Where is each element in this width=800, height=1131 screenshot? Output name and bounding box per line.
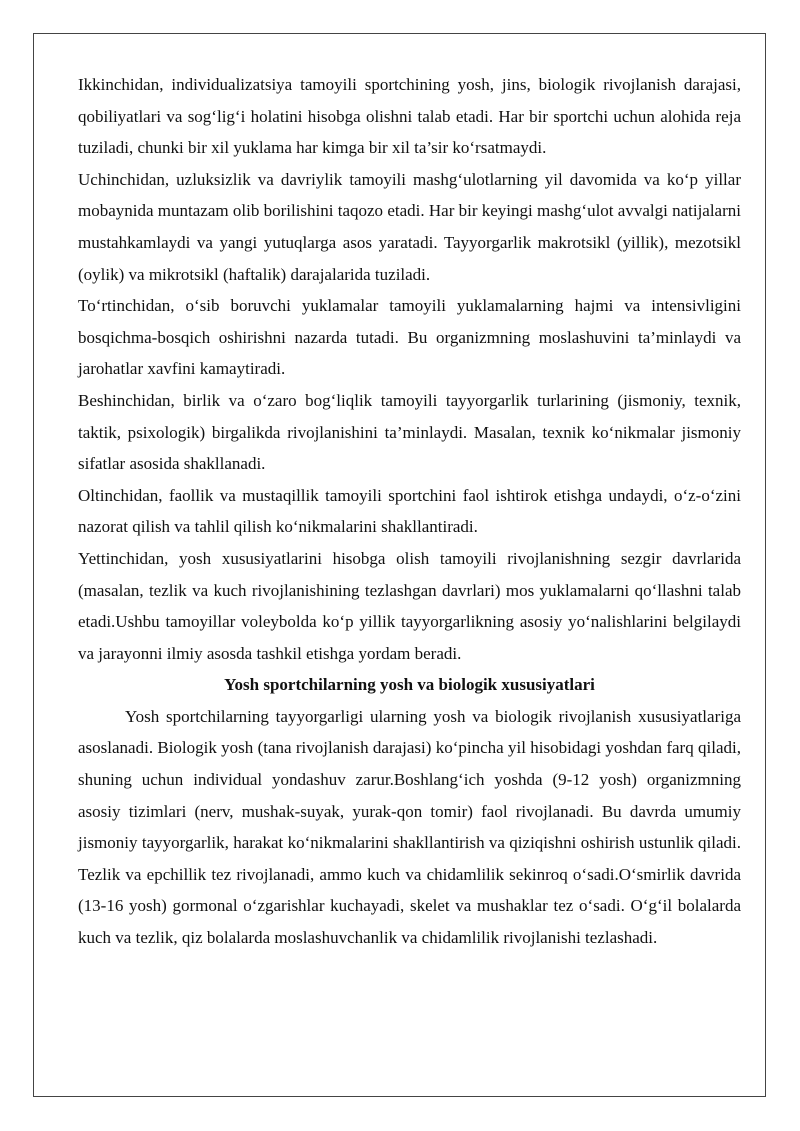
- paragraph-uchinchidan: Uchinchidan, uzluksizlik va davriylik tamoyili mashg‘ulotlarning yil davomida va ko‘p yillar mobaynida muntazam olib borilishini taqozo etadi. Har bir keyingi mashg‘ulot avvalgi natijalarni mustahkamlaydi va yangi yutuqlarga asos yaratadi. Tayyorgarlik makrotsikl (yillik), mezotsikl (oylik) va mikrotsikl (haftalik) darajalarida tuziladi.: [78, 169, 741, 284]
- paragraph-oltinchidan: Oltinchidan, faollik va mustaqillik tamoyili sportchini faol ishtirok etishga undaydi, o‘z-o‘zini nazorat qilish va tahlil qilish ko‘nikmalarini shakllantiradi.: [78, 485, 741, 537]
- paragraph-ikkinchidan: Ikkinchidan, individualizatsiya tamoyili sportchining yosh, jins, biologik rivojlanish darajasi, qobiliyatlari va sog‘lig‘i holatini hisobga olishni talab etadi. Har bir sportchi uchun alohida reja tuziladi, chunki bir xil yuklama har kimga bir xil ta’sir ko‘rsatmaydi.: [78, 75, 741, 158]
- document-body: [78, 69, 741, 954]
- paragraph-tortinchidan: To‘rtinchidan, o‘sib boruvchi yuklamalar tamoyili yuklamalarning hajmi va intensivligini bosqichma-bosqich oshirishni nazarda tutadi. Bu organizmning moslashuvini ta’minlaydi va jarohatlar xavfini kamaytiradi.: [78, 296, 741, 379]
- section-paragraph: Yosh sportchilarning tayyorgarligi ularning yosh va biologik rivojlanish xususiyatlariga asoslanadi. Biologik yosh (tana rivojlanish darajasi) ko‘pincha yil hisobidagi yoshdan farq qiladi, shuning uchun individual yondashuv zarur.Boshlang‘ich yoshda (9-12 yosh) organizmning asosiy tizimlari (nerv, mushak-suyak, yurak-qon tomir) faol rivojlanadi. Bu davrda umumiy jismoniy tayyorgarlik, harakat ko‘nikmalarini shakllantirish va qiziqishni oshirish ustunlik qiladi. Tezlik va epchillik tez rivojlanadi, ammo kuch va chidamlilik sekinroq o‘sadi.O‘smirlik davrida (13-16 yosh) gormonal o‘zgarishlar kuchayadi, skelet va mushaklar tez o‘sadi. O‘g‘il bolalarda kuch va tezlik, qiz bolalarda moslashuvchanlik va chidamlilik rivojlanishi tezlashadi.: [78, 706, 741, 948]
- paragraph-beshinchidan: Beshinchidan, birlik va o‘zaro bog‘liqlik tamoyili tayyorgarlik turlarining (jismoniy, texnik, taktik, psixologik) birgalikda rivojlanishini ta’minlaydi. Masalan, texnik ko‘nikmalar jismoniy sifatlar asosida shakllanadi.: [78, 390, 741, 474]
- section-heading: Yosh sportchilarning yosh va biologik xususiyatlari: [224, 675, 595, 695]
- paragraph-yettinchidan: Yettinchidan, yosh xususiyatlarini hisobga olish tamoyili rivojlanishning sezgir davrlarida (masalan, tezlik va kuch rivojlanishining tezlashgan davrlari) mos yuklamalarni qo‘llashni talab etadi.Ushbu tamoyillar voleybolda ko‘p yillik tayyorgarlikning asosiy yo‘nalishlarini belgilaydi va jarayonni ilmiy asosda tashkil etishga yordam beradi.: [78, 548, 741, 663]
